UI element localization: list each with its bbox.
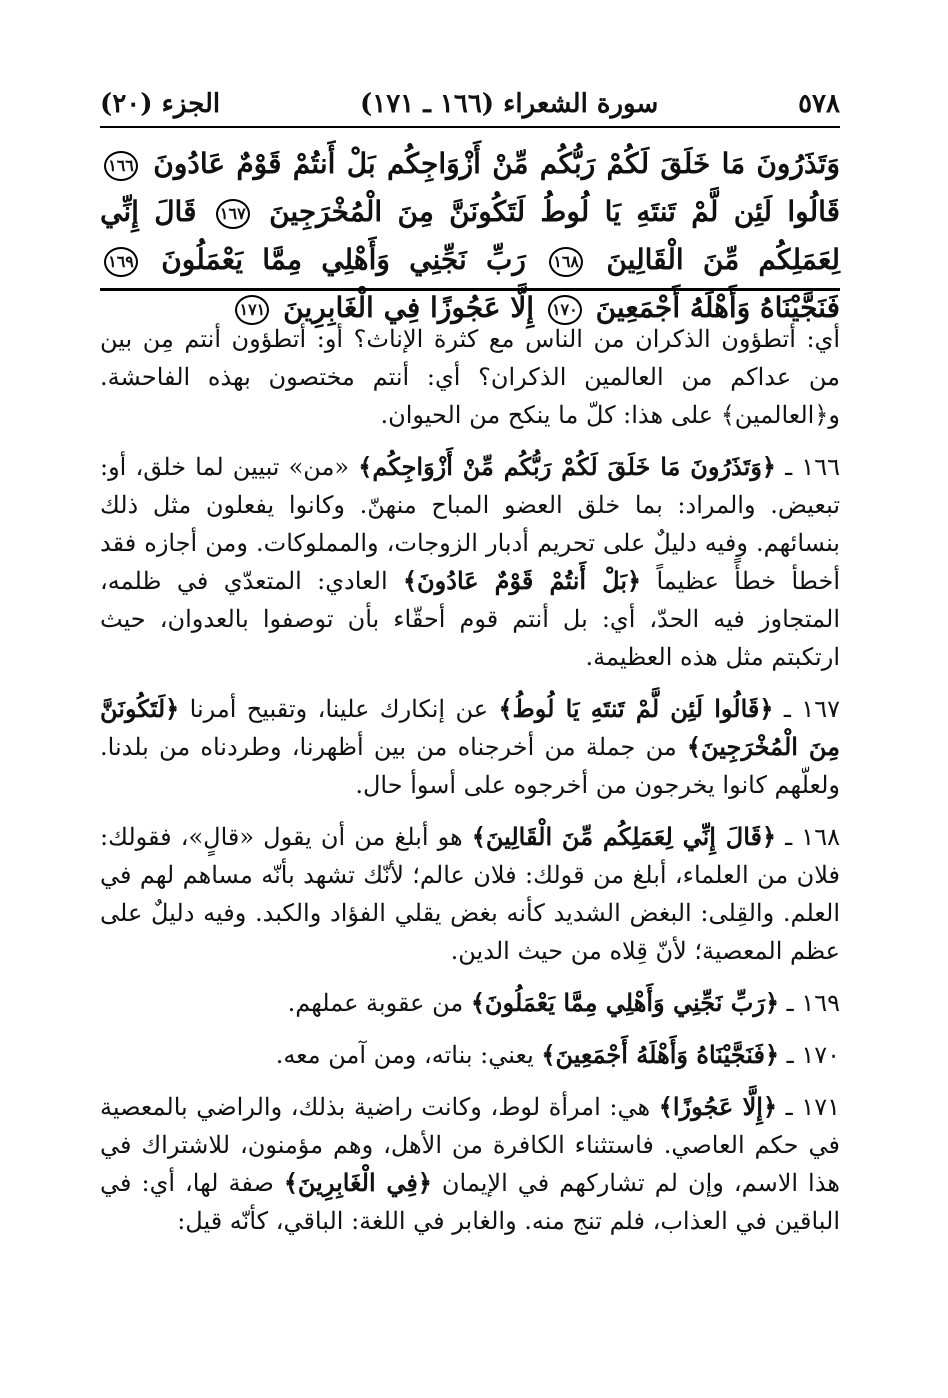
commentary-paragraph-169 bbox=[100, 984, 840, 1022]
ayah-marker-171: ١٧١ bbox=[235, 295, 269, 325]
verse-171: إِلَّا عَجُوزًا فِي الْغَابِرِينَ bbox=[283, 291, 535, 324]
verse-number: ١٧٠ ـ bbox=[786, 1041, 840, 1069]
verse-170: فَنَجَّيْنَاهُ وَأَهْلَهُ أَجْمَعِينَ bbox=[595, 291, 840, 324]
commentary-text: من عقوبة عملهم. bbox=[287, 989, 464, 1017]
juz-label: الجزء (٢٠) bbox=[100, 89, 221, 119]
surah-title: سورة الشعراء (١٦٦ ـ ١٧١) bbox=[359, 89, 659, 119]
verse-quote: ﴿إِلَّا عَجُوزًا﴾ bbox=[658, 1092, 778, 1121]
commentary-paragraph-168 bbox=[100, 818, 840, 970]
verse-166: وَتَذَرُونَ مَا خَلَقَ لَكُمْ رَبُّكُم مِّنْ أَزْوَاجِكُم بَلْ أَنتُمْ قَوْمٌ عَادُونَ bbox=[153, 147, 840, 180]
commentary-text: هي: امرأة لوط، وكانت راضية بذلك، والراضي بالمعصية في حكم العاصي. فاستثناء الكافرة من الأهل، وهم مؤمنون، للاشتراك في هذا الاسم، وإن لم تشاركهم في الإيمان bbox=[100, 1093, 840, 1197]
commentary-paragraph-171 bbox=[100, 1088, 840, 1240]
verse-number: ١٦٧ ـ bbox=[783, 695, 840, 723]
header-divider bbox=[100, 126, 840, 128]
verse-quote: ﴿رَبِّ نَجِّنِي وَأَهْلِي مِمَّا يَعْمَلُونَ﴾ bbox=[470, 988, 780, 1017]
commentary-paragraph: أي: أتطؤون الذكران من الناس مع كثرة الإناث؟ أو: أتطؤون أنتم مِن بين من عداكم من العالمين الذكران؟ أي: أنتم مختصون بهذه الفاحشة. و﴿العالمين﴾ على هذا: كلّ ما ينكح من الحيوان. bbox=[100, 325, 840, 429]
verse-number: ١٦٦ ـ bbox=[785, 453, 841, 481]
commentary-text: هو أبلغ من أن يقول «قالٍ»، فقولك: فلان من العلماء، أبلغ من قولك: فلان عالم؛ لأنّك تشهد بأنّه مساهم لهم في العلم. والقِلى: البغض الشديد كأنه بغض يقلي الفؤاد والكبد. وفيه دليلٌ على عظم المعصية؛ لأنّ قِلاه من حيث الدين. bbox=[100, 823, 840, 965]
ayah-marker-170: ١٧٠ bbox=[548, 295, 582, 325]
ayah-marker-166: ١٦٦ bbox=[104, 151, 138, 181]
commentary-text: صفة لها، أي: في الباقين في العذاب، فلم تنج منه. والغابر في اللغة: الباقي، كأنّه قيل: bbox=[100, 1169, 840, 1235]
ayah-marker-169: ١٦٩ bbox=[104, 247, 138, 277]
commentary-text: عن إنكارك علينا، وتقبيح أمرنا bbox=[189, 695, 489, 723]
page-header bbox=[100, 86, 840, 122]
verses-divider bbox=[100, 288, 840, 291]
page-number: ٥٧٨ bbox=[798, 89, 840, 119]
commentary-paragraph-166 bbox=[100, 448, 840, 676]
verse-167: قَالُوا لَئِن لَّمْ تَنتَهِ يَا لُوطُ لَتَكُونَنَّ مِنَ الْمُخْرَجِينَ bbox=[269, 195, 841, 228]
verse-quote: ﴿بَلْ أَنتُمْ قَوْمٌ عَادُونَ﴾ bbox=[402, 566, 642, 595]
verse-quote: ﴿فَنَجَّيْنَاهُ وَأَهْلَهُ أَجْمَعِينَ﴾ bbox=[541, 1040, 780, 1069]
commentary-text: «من» تبيين لما خلق، أو: تبعيض. والمراد: بما خلق العضو المباح منهنّ. وكانوا يفعلون مثل ذلك بنسائهم. وفيه دليلٌ على تحريم أدبار الزوجات، والمملوكات. ومن أجازه فقد أخطأ خطأً عظيماً bbox=[100, 453, 840, 595]
verse-quote: ﴿وَتَذَرُونَ مَا خَلَقَ لَكُمْ رَبُّكُم مِّنْ أَزْوَاجِكُم﴾ bbox=[358, 452, 776, 481]
verse-169: رَبِّ نَجِّنِي وَأَهْلِي مِمَّا يَعْمَلُونَ bbox=[161, 243, 526, 276]
commentary-text: العادي: المتعدّي في ظلمه، المتجاوز فيه الحدّ، أي: بل أنتم قوم أحقّاء بأن توصفوا بالعدوان، حيث ارتكبتم مثل هذه العظيمة. bbox=[100, 567, 840, 671]
commentary-text: من جملة من أخرجناه من بين أظهرنا، وطردناه من بلدنا. ولعلّهم كانوا يخرجون من أخرجوه على أسوأ حال. bbox=[100, 733, 840, 799]
verse-168: قَالَ إِنِّي لِعَمَلِكُم مِّنَ الْقَالِينَ bbox=[100, 195, 841, 276]
verse-quote: ﴿لَتَكُونَنَّ مِنَ الْمُخْرَجِينَ﴾ bbox=[100, 694, 840, 761]
commentary-paragraph-167 bbox=[100, 690, 840, 804]
commentary-paragraph-170 bbox=[100, 1036, 840, 1074]
commentary-text: يعني: بناته، ومن آمن معه. bbox=[275, 1041, 534, 1069]
verse-quote: ﴿فِي الْغَابِرِينَ﴾ bbox=[283, 1168, 432, 1197]
verse-quote: ﴿قَالَ إِنِّي لِعَمَلِكُم مِّنَ الْقَالِينَ﴾ bbox=[471, 822, 777, 851]
ayah-marker-168: ١٦٨ bbox=[549, 247, 583, 277]
commentary bbox=[100, 320, 840, 1254]
verse-number: ١٧١ ـ bbox=[785, 1093, 840, 1121]
verse-number: ١٦٨ ـ bbox=[785, 823, 840, 851]
ayah-marker-167: ١٦٧ bbox=[216, 199, 250, 229]
quran-verses bbox=[100, 140, 840, 332]
verse-quote: ﴿قَالُوا لَئِن لَّمْ تَنتَهِ يَا لُوطُ﴾ bbox=[498, 694, 774, 723]
verse-number: ١٦٩ ـ bbox=[786, 989, 840, 1017]
